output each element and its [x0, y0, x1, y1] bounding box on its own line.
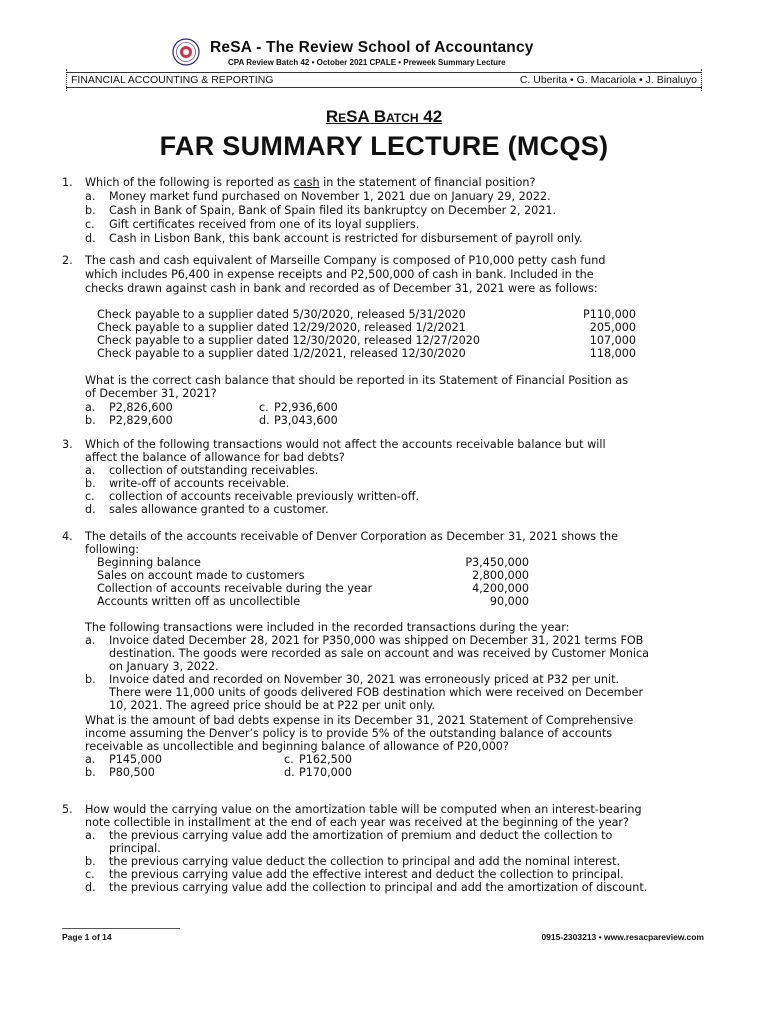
- question-text-line: following:: [85, 543, 140, 556]
- check-description: Check payable to a supplier dated 12/29/2020, released 1/2/2021: [97, 321, 466, 334]
- detail-amount: 2,800,000: [472, 569, 529, 582]
- transaction-text-line: There were 11,000 units of goods delivered FOB destination which were received on December: [109, 686, 644, 699]
- contact-info: 0915-2303213 • www.resacpareview.com: [541, 932, 704, 942]
- detail-amount: 90,000: [489, 595, 529, 608]
- footer-rule: [62, 928, 180, 929]
- option-text: P170,000: [299, 766, 353, 779]
- option-letter: a.: [85, 190, 96, 203]
- option-text: the previous carrying value add the amortization of premium and deduct the collection to: [109, 829, 613, 842]
- detail-amount: P3,450,000: [465, 556, 529, 569]
- option-text: Cash in Bank of Spain, Bank of Spain filed its bankruptcy on December 2, 2021.: [109, 204, 556, 217]
- option-text: P80,500: [109, 766, 155, 779]
- option-text: P2,829,600: [109, 414, 173, 427]
- detail-label: Accounts written off as uncollectible: [97, 595, 301, 608]
- question-text: [85, 176, 708, 189]
- check-amount: 205,000: [589, 321, 636, 334]
- page-title: FAR SUMMARY LECTURE (MCQS): [159, 131, 609, 161]
- question-number: 2.: [62, 254, 73, 267]
- page-number: Page 1 of 14: [62, 932, 112, 942]
- question-text-part: Which of the following is reported as: [85, 176, 294, 189]
- option-letter: d.: [284, 766, 295, 779]
- option-text: collection of accounts receivable previously written-off.: [109, 490, 420, 503]
- detail-label: Sales on account made to customers: [97, 569, 305, 582]
- option-letter: d.: [85, 232, 96, 245]
- option-letter: b.: [85, 766, 96, 779]
- underlined-term: cash: [293, 176, 320, 189]
- question-number: 1.: [62, 176, 73, 189]
- question-number: 3.: [62, 438, 73, 451]
- question-text-line: What is the correct cash balance that should be reported in its Statement of Financial Position as: [85, 374, 629, 387]
- check-amount: 107,000: [589, 334, 636, 347]
- option-text: P162,500: [299, 753, 353, 766]
- detail-label: Collection of accounts receivable during the year: [97, 582, 373, 595]
- question-text-line: Which of the following transactions would not affect the accounts receivable balance but will: [85, 438, 606, 451]
- option-text: principal.: [109, 842, 161, 855]
- option-letter: c.: [259, 401, 269, 414]
- option-letter: a.: [85, 634, 96, 647]
- question-text-part: in the statement of financial position?: [319, 176, 536, 189]
- option-letter: a.: [85, 401, 96, 414]
- transaction-text-line: 10, 2021. The agreed price should be at P22 per unit only.: [109, 699, 435, 712]
- option-text: write-off of accounts receivable.: [109, 477, 290, 490]
- question-text-line: income assuming the Denver’s policy is to provide 5% of the outstanding balance of accounts: [85, 727, 613, 740]
- check-amount: P110,000: [582, 308, 636, 321]
- question-text-line: How would the carrying value on the amortization table will be computed when an interest-bearing: [85, 803, 642, 816]
- option-letter: a.: [85, 829, 96, 842]
- option-letter: a.: [85, 753, 96, 766]
- school-name: ReSA - The Review School of Accountancy: [210, 39, 534, 56]
- option-text: Money market fund purchased on November 1, 2021 due on January 29, 2022.: [109, 190, 551, 203]
- check-description: Check payable to a supplier dated 5/30/2020, released 5/31/2020: [97, 308, 466, 321]
- option-text: the previous carrying value deduct the collection to principal and add the nominal interest.: [109, 855, 621, 868]
- option-letter: c.: [284, 753, 294, 766]
- detail-amount: 4,200,000: [472, 582, 529, 595]
- check-amount: 118,000: [589, 347, 636, 360]
- transaction-text-line: Invoice dated and recorded on November 30, 2021 was erroneously priced at P32 per unit.: [109, 673, 620, 686]
- question-text-line: affect the balance of allowance for bad debts?: [85, 451, 345, 464]
- option-letter: b.: [85, 673, 96, 686]
- question-text-line: The details of the accounts receivable of Denver Corporation as December 31, 2021 shows the: [85, 530, 618, 543]
- lecturers-label: C. Uberita • G. Macariola • J. Binaluyo: [519, 74, 697, 86]
- option-letter: c.: [85, 490, 95, 503]
- option-letter: c.: [85, 868, 95, 881]
- option-letter: d.: [85, 881, 96, 894]
- transaction-text-line: destination. The goods were recorded as sale on account and was received by Customer Monica: [109, 647, 650, 660]
- option-text: collection of outstanding receivables.: [109, 464, 319, 477]
- option-letter: b.: [85, 855, 96, 868]
- option-text: P145,000: [109, 753, 163, 766]
- option-letter: b.: [85, 204, 96, 217]
- option-letter: a.: [85, 464, 96, 477]
- option-text: P2,936,600: [274, 401, 338, 414]
- letterhead: [60, 30, 708, 90]
- question-text-line: checks drawn against cash in bank and recorded as of December 31, 2021 were as follows:: [85, 282, 598, 295]
- option-letter: c.: [85, 218, 95, 231]
- question-text-line: What is the amount of bad debts expense in its December 31, 2021 Statement of Comprehensive: [85, 714, 634, 727]
- question-text-line: The cash and cash equivalent of Marseille Company is composed of P10,000 petty cash fund: [85, 254, 606, 267]
- question-text-line: The following transactions were included in the recorded transactions during the year:: [85, 621, 570, 634]
- detail-label: Beginning balance: [97, 556, 201, 569]
- option-text: P2,826,600: [109, 401, 173, 414]
- option-letter: b.: [85, 414, 96, 427]
- question-number: 4.: [62, 530, 73, 543]
- question-text-line: receivable as uncollectible and beginning balance of allowance of P20,000?: [85, 740, 509, 753]
- resa-logo-icon: [172, 38, 200, 66]
- option-text: the previous carrying value add the effective interest and deduct the collection to principal.: [109, 868, 624, 881]
- subject-bar: [66, 72, 702, 88]
- subject-label: FINANCIAL ACCOUNTING & REPORTING: [71, 74, 274, 86]
- option-text: the previous carrying value add the collection to principal and add the amortization of discount.: [109, 881, 648, 894]
- option-letter: b.: [85, 477, 96, 490]
- question-text-line: note collectible in installment at the end of each year was received at the beginning of the year?: [85, 816, 629, 829]
- check-description: Check payable to a supplier dated 1/2/2021, released 12/30/2020: [97, 347, 466, 360]
- check-description: Check payable to a supplier dated 12/30/2020, released 12/27/2020: [97, 334, 481, 347]
- transaction-text-line: Invoice dated December 28, 2021 for P350,000 was shipped on December 31, 2021 terms FOB: [109, 634, 644, 647]
- option-text: Gift certificates received from one of its loyal suppliers.: [109, 218, 420, 231]
- option-letter: d.: [85, 503, 96, 516]
- transaction-text-line: on January 3, 2022.: [109, 660, 219, 673]
- option-text: Cash in Lisbon Bank, this bank account is restricted for disbursement of payroll only.: [109, 232, 583, 245]
- option-text: P3,043,600: [274, 414, 338, 427]
- question-text-line: which includes P6,400 in expense receipts and P2,500,000 of cash in bank. Included in the: [85, 268, 594, 281]
- batch-heading: ReSA Batch 42: [325, 107, 443, 126]
- question-number: 5.: [62, 803, 73, 816]
- option-text: sales allowance granted to a customer.: [109, 503, 329, 516]
- option-letter: d.: [259, 414, 270, 427]
- question-text-line: of December 31, 2021?: [85, 387, 217, 400]
- program-line: CPA Review Batch 42 • October 2021 CPALE • Preweek Summary Lecture: [228, 58, 506, 67]
